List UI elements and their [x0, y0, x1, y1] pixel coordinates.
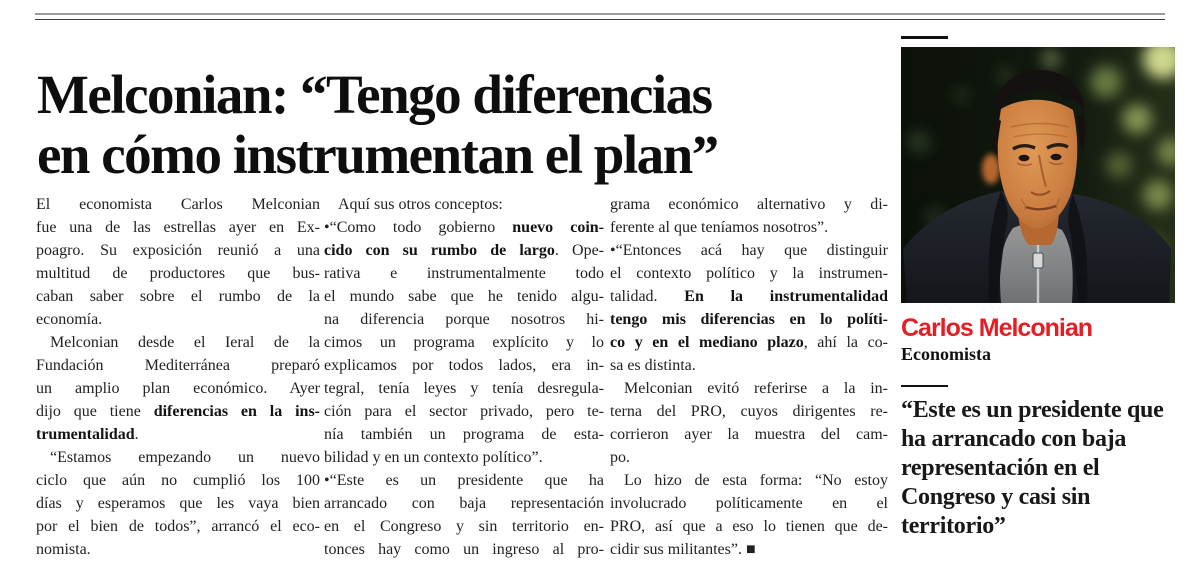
text-line: El economista Carlos Melconian	[36, 196, 320, 213]
text-line: por el bien de todos”, arrancó el eco-	[36, 518, 320, 535]
text-line: co y en el mediano plazo, ahí la co-	[610, 334, 889, 351]
text-line: ciclo que aún no cumplió los 100	[36, 472, 320, 489]
photo-caption-role: Economista	[901, 344, 991, 364]
text-line: en el Congreso y sin territorio en-	[324, 518, 604, 535]
text-line: corrieron ayer la muestra del cam-	[610, 426, 888, 443]
text-line: cido con su rumbo de largo. Ope-	[324, 242, 605, 259]
text-line: dijo que tiene diferencias en la ins-	[36, 403, 320, 420]
text-line: Fundación Mediterránea preparó	[36, 357, 320, 374]
paragraph	[36, 331, 320, 446]
text-line: un amplio plan económico. Ayer	[36, 380, 320, 397]
text-line: el mundo sabe que he tenido algu-	[324, 288, 604, 305]
text-line: rativa e instrumentalmente todo	[324, 265, 604, 282]
text-line: •“Este es un presidente que ha	[324, 472, 604, 489]
paragraph	[610, 239, 888, 377]
text-line: terna del PRO, cuyos dirigentes re-	[610, 403, 888, 420]
text-line: Aquí sus otros conceptos:	[338, 196, 503, 213]
text-line: sa es distinta.	[610, 357, 696, 374]
text-line: Lo hizo de esta forma: “No estoy	[624, 472, 888, 489]
paragraph	[610, 469, 888, 561]
text-line: •“Como todo gobierno nuevo coin-	[324, 219, 604, 236]
headline-line-1: Melconian: “Tengo diferencias	[37, 63, 712, 125]
text-line: tonces hay como un ingreso al pro-	[324, 541, 604, 558]
paragraph	[36, 193, 320, 331]
text-line: Melconian desde el Ieral de la	[50, 334, 320, 351]
text-line: trumentalidad.	[36, 426, 139, 443]
pull-quote-rule	[901, 385, 948, 387]
text-line: bilidad y en un contexto político”.	[324, 449, 543, 466]
text-line: Melconian evitó referirse a la in-	[624, 380, 888, 397]
top-rule-gray	[35, 13, 1165, 15]
text-line: “Estamos empezando un nuevo	[50, 449, 320, 466]
text-line: nomista.	[36, 541, 91, 558]
text-line: •“Entonces acá hay que distinguir	[610, 242, 888, 259]
text-line: arrancado con baja representación	[324, 495, 604, 512]
text-line: tengo mis diferencias en lo políti-	[610, 311, 888, 328]
photo-caption-name: Carlos Melconian	[901, 314, 1092, 342]
text-line: na diferencia porque nosotros hi-	[324, 311, 604, 328]
text-line: el contexto político y la instrumen-	[610, 265, 888, 282]
text-line: economía.	[36, 311, 103, 328]
text-line: días y esperamos que les vaya bien	[36, 495, 320, 512]
article-column-3	[610, 193, 888, 561]
text-line: ferente al que teníamos nosotros”.	[610, 219, 829, 236]
text-line: nía también un programa de esta-	[324, 426, 604, 443]
text-line: ción para el sector privado, pero te-	[324, 403, 604, 420]
paragraph	[324, 193, 604, 216]
paragraph	[36, 446, 320, 561]
article-headline	[37, 65, 887, 185]
top-rule-dark	[35, 19, 1165, 20]
text-line: grama económico alternativo y di-	[610, 196, 888, 213]
photo-top-rule	[901, 36, 948, 39]
paragraph	[324, 216, 604, 469]
text-line: cidir sus militantes”. ■	[610, 541, 756, 558]
text-line: multitud de productores que bus-	[36, 265, 320, 282]
paragraph	[610, 377, 888, 469]
text-line: caban saber sobre el rumbo de la	[36, 288, 320, 305]
article-column-2	[324, 193, 604, 561]
text-line: involucrado políticamente en el	[610, 495, 888, 512]
text-line: talidad. En la instrumentalidad	[610, 288, 888, 305]
paragraph	[324, 469, 604, 561]
text-line: fue una de las estrellas ayer en Ex-	[36, 219, 320, 236]
headline-line-2: en cómo instrumentan el plan”	[37, 123, 718, 185]
article-column-1	[36, 193, 320, 561]
text-line: po.	[610, 449, 630, 466]
text-line: tegral, tenía leyes y tenía desregula-	[324, 380, 604, 397]
pull-quote: “Este es un presidente que ha arrancado con baja representación en el Congreso y casi sin territorio”	[901, 397, 1164, 539]
text-line: poagro. Su exposición reunió a una	[36, 242, 320, 259]
text-line: cimos un programa explícito y lo	[324, 334, 604, 351]
text-line: PRO, así que a eso lo tienen que de-	[610, 518, 888, 535]
paragraph	[610, 193, 888, 239]
melconian-portrait-photo	[901, 47, 1175, 303]
text-line: explicamos por todos lados, era in-	[324, 357, 604, 374]
